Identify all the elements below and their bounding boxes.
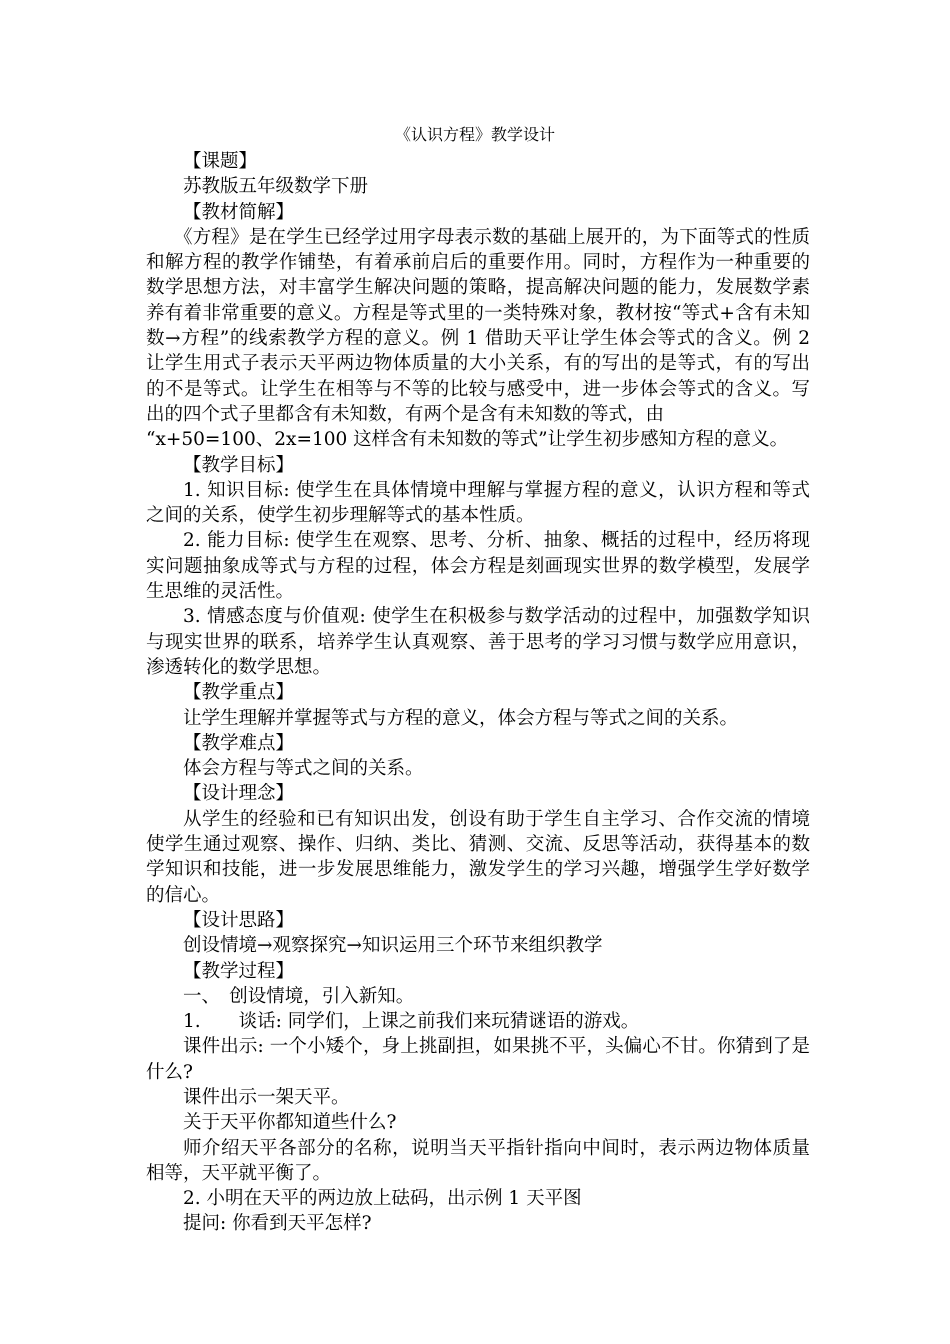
paragraph-kejian-1: 课件出示: 一个小矮个，身上挑副担，如果挑不平，头偏心不甘。你猜到了是什么? xyxy=(146,1036,810,1083)
item-1-text: 谈话: 同学们，上课之前我们来玩猜谜语的游戏。 xyxy=(238,1011,640,1033)
heading-silu: 【设计思路】 xyxy=(183,909,295,931)
text-silu: 创设情境→观察探究→知识运用三个环节来组织教学 xyxy=(183,935,603,957)
paragraph-jiaocai-end: “x+50=100、2x=100 这样含有未知数的等式”让学生初步感知方程的意义。 xyxy=(146,429,789,451)
heading-mubiao: 【教学目标】 xyxy=(183,454,295,476)
paragraph-jiaocai: 《方程》是在学生已经学过用字母表示数的基础上展开的，为下面等式的性质和解方程的教学作铺垫，有着承前启后的重要作用。同时，方程作为一种重要的数学思想方法，对丰富学生解决问题的策略，提高解决问题的能力，发展数学素养有着非常重要的意义。方程是等式里的一类特殊对象，教材按“等式+含有未知数→方程”的线索教学方程的意义。例 1 借助天平让学生体会等式的含义。例 2 让学生用式子表示天平两边物体质量的大小关系，有的写出的是等式，有的写出的不是等式。让学生在相等与不等的比较与感受中，进一步体会等式的含义。写出的四个式子里都含有未知数，有两个是含有未知数的等式，由 xyxy=(146,226,810,425)
step-1 xyxy=(146,984,810,1009)
item-2: 2. 小明在天平的两边放上砝码，出示例 1 天平图 xyxy=(183,1188,582,1210)
text-zhongdian: 让学生理解并掌握等式与方程的意义，体会方程与等式之间的关系。 xyxy=(183,707,739,729)
text-nandian: 体会方程与等式之间的关系。 xyxy=(183,758,424,780)
paragraph-shijieshao: 师介绍天平各部分的名称，说明当天平指针指向中间时，表示两边物体质量相等，天平就平衡了。 xyxy=(146,1137,810,1184)
paragraph-mubiao-2: 2. 能力目标: 使学生在观察、思考、分析、抽象、概括的过程中，经历将现实问题抽象成等式与方程的过程，体会方程是刻画现实世界的数学模型，发展学生思维的灵活性。 xyxy=(146,530,810,603)
text-kejian-2: 课件出示一架天平。 xyxy=(183,1086,350,1108)
heading-nandian: 【教学难点】 xyxy=(183,732,295,754)
paragraph-mubiao-1: 1. 知识目标: 使学生在具体情境中理解与掌握方程的意义，认识方程和等式之间的关系，使学生初步理解等式的基本性质。 xyxy=(146,479,810,527)
text-guanyu: 关于天平你都知道些什么? xyxy=(183,1112,397,1134)
heading-keti: 【课题】 xyxy=(183,151,258,172)
paragraph-mubiao-3: 3. 情感态度与价值观: 使学生在积极参与数学活动的过程中，加强数学知识与现实世界的联系，培养学生认真观察、善于思考的学习习惯与数学应用意识，渗透转化的数学思想。 xyxy=(146,606,810,678)
step-1-text: 创设情境，引入新知。 xyxy=(229,985,415,1007)
document-title: 《认识方程》教学设计 xyxy=(394,125,555,144)
paragraph-linian: 从学生的经验和已有知识出发，创设有助于学生自主学习、合作交流的情境使学生通过观察、操作、归纳、类比、猜测、交流、反思等活动，获得基本的数学知识和技能，进一步发展思维能力，激发学生的学习兴趣，增强学生学好数学的信心。 xyxy=(146,808,810,906)
step-1-number: 一、 xyxy=(183,985,211,1007)
heading-jiaocai: 【教材简解】 xyxy=(183,201,295,223)
text-tiwen: 提问: 你看到天平怎样? xyxy=(183,1213,372,1235)
text-keti: 苏教版五年级数学下册 xyxy=(183,176,369,198)
item-1-number: 1. xyxy=(183,1011,201,1033)
document-body xyxy=(146,149,810,1237)
item-1 xyxy=(146,1009,810,1034)
heading-guocheng: 【教学过程】 xyxy=(183,960,295,982)
heading-zhongdian: 【教学重点】 xyxy=(183,682,295,704)
heading-linian: 【设计理念】 xyxy=(183,783,295,805)
